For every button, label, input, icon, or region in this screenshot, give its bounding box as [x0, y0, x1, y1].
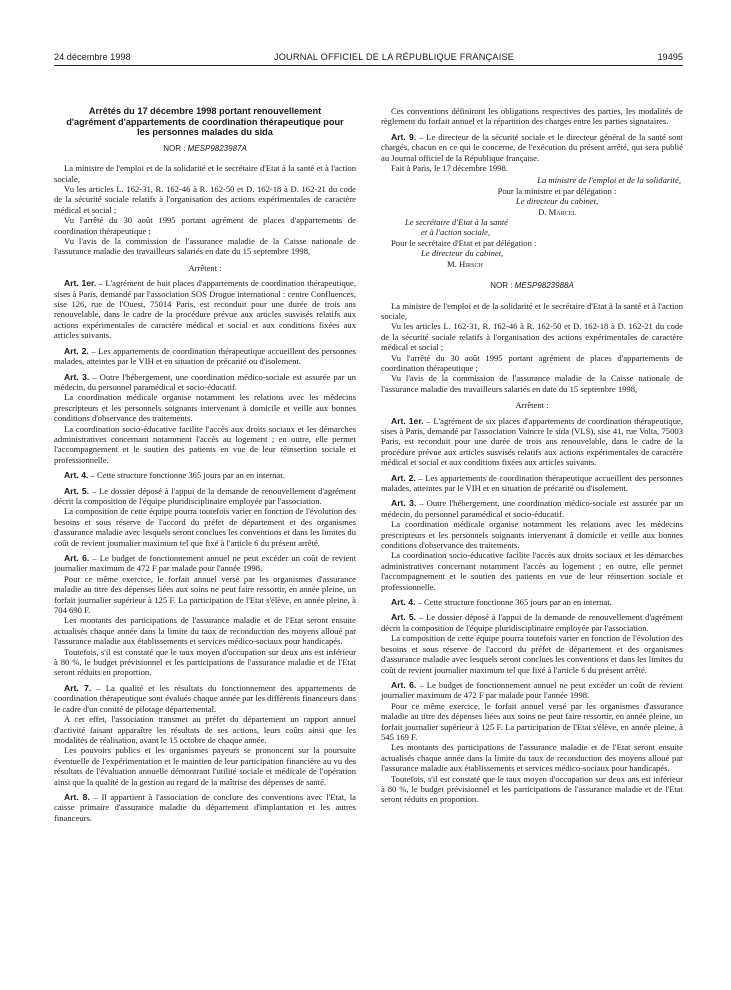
article-text: – Le dossier déposé à l'appui de la demande de renouvellement d'agrément décrit la composition de l'équipe pluridisciplinaire employée par l'association.	[381, 612, 683, 633]
article-continuation	[54, 714, 356, 745]
nor-code: MESP9823988A	[514, 281, 574, 291]
columns	[54, 106, 683, 823]
preamble-paragraph: Vu l'arrêté du 30 août 1995 portant agrément de places d'appartements de coordination thérapeutique ;	[54, 215, 356, 236]
preamble-paragraph: La ministre de l'emploi et de la solidarité et le secrétaire d'Etat à la santé et à l'action sociale,	[381, 300, 683, 321]
signature-block	[381, 175, 683, 269]
article-label: Art. 5.	[391, 612, 417, 623]
article-label: Art. 2.	[391, 472, 416, 483]
signature-directeur-title: Le directeur du cabinet,	[515, 196, 599, 207]
article-paragraph	[381, 680, 683, 701]
article-continuation	[54, 424, 356, 466]
article-text: – Cette structure fonctionne 365 jours par an en internat.	[90, 470, 285, 481]
article-text: – Outre l'hébergement, une coordination médico-sociale est assurée par un médecin, du personnel paramédical et socio-éducatif.	[381, 498, 683, 519]
article-continuation	[381, 106, 683, 127]
header-journal-title: JOURNAL OFFICIEL DE LA RÉPUBLIQUE FRANÇAISE	[273, 52, 515, 62]
article-text: Les montants des participations de l'assurance maladie et de l'Etat seront ensuite actualisés chaque année dans la limite du taux de reconduction des moyens alloué par l'assurance maladie aux établissements et services médico-sociaux pour handicapés.	[381, 742, 683, 774]
article-text: Pour ce même exercice, le forfait annuel versé par les organismes d'assurance maladie au titre des dépenses liées aux soins ne peut faire ressortir, en année pleine, un forfait journalier supérieur à 125 F. La participation de l'Etat s'élève, en année pleine, à 704 690 F.	[54, 573, 356, 616]
article-paragraph	[54, 792, 356, 823]
article-text: A cet effet, l'association transmet au préfet du département un rapport annuel d'activité faisant apparaître les résultats de ses actions, leurs coûts ainsi que les modalités de réalisation, avant le 15 octobre de chaque année.	[54, 714, 356, 745]
left-articles	[54, 278, 356, 823]
preamble-paragraph: Vu l'avis de la commission de l'assurance maladie de la Caisse nationale de l'assurance maladie des travailleurs salariés en date du 15 septembre 1998,	[381, 373, 683, 394]
article-paragraph	[381, 132, 683, 163]
article-text: Les montants des participations de l'assurance maladie et de l'Etat seront ensuite actualisés chaque année dans la limite du taux de reconduction des moyens alloué par l'assurance maladie aux établissements et services médico-sociaux pour handicapés.	[54, 615, 356, 647]
article-text: Ces conventions définiront les obligations respectives des parties, les modalités de règlement du forfait annuel et la répartition des charges entre les parties signataires.	[381, 106, 683, 127]
article-continuation	[381, 701, 683, 743]
header-page-number: 19495	[657, 52, 683, 62]
arretent-heading: Arrêtent :	[515, 400, 549, 411]
preamble-paragraph: Vu l'avis de la commission de l'assurance maladie de la Caisse nationale de l'assurance maladie des travailleurs salariés en date du 15 septembre 1998,	[54, 236, 356, 257]
nor-label: NOR :	[490, 281, 513, 291]
article-label: Art. 3.	[391, 498, 417, 509]
article-label: Art. 6.	[391, 679, 417, 690]
article-text: – Les appartements de coordination thérapeutique accueillent des personnes malades, atteintes par le VIH et en situation de précarité ou d'isolement.	[381, 472, 683, 493]
article-text: Les pouvoirs publics et les organismes payeurs se prononcent sur la poursuite éventuelle de l'expérimentation et le maintien de leur participation financière au vu des résultats de l'évaluation annuelle démontrant l'utilité sociale et médicale de l'opération ainsi que la qualité de la gestion au regard de la maîtrise des dépenses de santé.	[54, 745, 356, 787]
article-text: – L'agrément de six places d'appartements de coordination thérapeutique, sises à Paris, demandé par l'association Vaincre le sida (VLS), sise 41, rue Volta, 75003 Paris, est reconduit pour une durée de trois ans renouvelable, dans le cadre de la procédure prévue aux articles susvisés relatifs aux actions expérimentales de caractère médical et social et aux conditions fixées aux articles suivants.	[381, 415, 683, 468]
article-label: Art. 5.	[64, 485, 90, 496]
nor-reference	[54, 144, 356, 154]
nor-code: MESP9823987A	[187, 143, 247, 153]
signature-secretaire: Le secrétaire d'Etat à la santé	[405, 217, 508, 228]
article-text: – Cette structure fonctionne 365 jours par an en internat.	[417, 597, 612, 608]
article-text: Pour ce même exercice, le forfait annuel versé par les organismes d'assurance maladie au titre des dépenses liées aux soins ne peut faire ressortir, en année pleine, un forfait journalier supérieur à 125 F. La participation de l'Etat s'élève, en année pleine, à 545 169 F.	[381, 700, 683, 742]
article-label: Art. 8.	[64, 791, 90, 802]
article-text: – La qualité et les résultats du fonctionnement des appartements de coordination thérapeutique sont évalués chaque année par les différents financeurs dans le cadre d'un comité de pilotage départemental.	[54, 682, 356, 714]
article-text: – Le dossier déposé à l'appui de la demande de renouvellement d'agrément décrit la composition de l'équipe pluridisciplinaire employée par l'association.	[54, 485, 356, 506]
article-label: Art. 3.	[64, 371, 90, 382]
article-text: La coordination socio-éducative facilite l'accès aux droits sociaux et les démarches administratives concernant notamment l'accès au logement ; en outre, elle permet l'accompagnement et le soutien des patients en vue de leur réinsertion sociale et professionnelle.	[54, 423, 356, 465]
article-text: – Le directeur de la sécurité sociale et le directeur général de la santé sont chargés, chacun en ce qui le concerne, de l'exécution du présent arrêté, qui sera publié au Journal officiel de la République française.	[381, 131, 684, 163]
signature-directeur-name: D. Marcel	[538, 206, 576, 217]
article-paragraph	[54, 278, 356, 340]
preamble-paragraph: Vu les articles L. 162-31, R. 162-46 à R. 162-50 et D. 162-18 à D. 162-21 du code de la sécurité sociale relatifs à l'organisation des actions expérimentales de caractère médical et social ;	[381, 321, 683, 353]
article-paragraph	[54, 486, 356, 507]
article-continuation	[54, 392, 356, 423]
right-intro	[381, 106, 683, 163]
fait-a-paris: Fait à Paris, le 17 décembre 1998.	[391, 163, 508, 174]
article-continuation	[381, 774, 683, 805]
right-column	[381, 106, 683, 823]
right-articles	[381, 416, 683, 805]
article-label: Art. 1er.	[64, 278, 97, 289]
article-text: – Les appartements de coordination thérapeutique accueillent des personnes malades, atteintes par le VIH et en situation de précarité ou d'isolement.	[54, 345, 356, 367]
arretent-heading: Arrêtent :	[188, 262, 222, 273]
signature-delegation-2: Pour le secrétaire d'Etat et par délégation :	[391, 237, 537, 248]
article-label: Art. 9.	[391, 131, 417, 142]
article-text: La composition de cette équipe pourra toutefois varier en fonction de l'évolution des besoins et sous réserve de l'accord du préfet de département et des organismes d'assurance maladie avec lesquels seront conclues les conventions et dans les limites du coût de revient journalier maximum tel que fixé à l'article 6 du présent arrêté.	[54, 506, 356, 548]
article-text: – Outre l'hébergement, une coordination médico-sociale est assurée par un médecin, du personnel paramédical et socio-éducatif.	[54, 371, 356, 392]
article-paragraph	[381, 416, 683, 468]
signature-ministre: La ministre de l'emploi et de la solidarité,	[537, 175, 681, 186]
article-paragraph	[54, 683, 356, 714]
article-continuation	[54, 615, 356, 646]
article-text: Toutefois, s'il est constaté que le taux moyen d'occupation sur deux ans est inférieur à 80 %, le budget prévisionnel et les participations de l'assurance maladie et de l'Etat seront réduits en proportion.	[381, 773, 683, 805]
article-text: La coordination socio-éducative facilite l'accès aux droits sociaux et les démarches administratives concernant notamment l'accès au logement ; en outre, elle permet l'accompagnement et le soutien des patients en vue de leur réinsertion sociale et professionnelle.	[381, 550, 683, 592]
left-column	[54, 106, 356, 823]
article-label: Art. 4.	[391, 597, 416, 608]
nor-label: NOR :	[163, 143, 186, 153]
article-paragraph	[381, 612, 683, 633]
preamble-paragraph: La ministre de l'emploi et de la solidarité et le secrétaire d'Etat à la santé et à l'action sociale,	[54, 163, 356, 184]
article-text: – Le budget de fonctionnement annuel ne peut excéder un coût de revient journalier maximum de 472 F par malade pour l'année 1998.	[54, 553, 356, 574]
article-label: Art. 2.	[64, 345, 89, 356]
nor-reference-2	[381, 281, 683, 291]
signature-directeur-title-2: Le directeur du cabinet,	[421, 248, 504, 259]
article-continuation	[381, 633, 683, 675]
article-text: La coordination médicale organise notamment les relations avec les médecins prescripteurs et les personnels soignants intervenant à domicile et veille aux bonnes conditions d'observance des traitements.	[381, 519, 683, 551]
signature-delegation: Pour la ministre et par délégation :	[497, 185, 617, 196]
article-continuation	[381, 742, 683, 773]
article-paragraph	[381, 473, 683, 494]
article-continuation	[381, 550, 683, 592]
preamble-paragraph: Vu l'arrêté du 30 août 1995 portant agrément de places d'appartements de coordination thérapeutique ;	[381, 352, 683, 373]
article-continuation	[54, 647, 356, 678]
signature-secretaire-2: et à l'action sociale,	[421, 227, 491, 238]
article-label: Art. 7.	[64, 682, 92, 693]
article-continuation	[54, 574, 356, 616]
preamble-paragraph: Vu les articles L. 162-31, R. 162-46 à R. 162-50 et D. 162-18 à D. 162-21 du code de la sécurité sociale relatifs à l'organisation des actions expérimentales de caractère médical et social ;	[54, 184, 356, 215]
article-text: – Il appartient à l'association de conclure des conventions avec l'Etat, la caisse primaire d'assurance maladie du département d'implantation et les autres financeurs.	[54, 791, 356, 823]
article-text: – L'agrément de huit places d'appartements de coordination thérapeutique, sises à Paris, demandé par l'association SOS Drogue international : centre Confluences, sise 126, rue de l'Ouest, 75014 Paris, est reconduit pour une durée de trois ans renouvelable, dans le cadre de la procédure prévue aux articles susvisés relatifs aux actions expérimentales de caractère médical et social et aux conditions fixées aux articles suivants.	[54, 278, 356, 341]
article-continuation	[54, 745, 356, 787]
article-label: Art. 6.	[64, 553, 90, 563]
article-label: Art. 4.	[64, 470, 89, 481]
header-date: 24 décembre 1998	[54, 52, 131, 62]
page-header	[54, 14, 683, 66]
article-paragraph	[381, 597, 683, 607]
article-continuation	[381, 519, 683, 550]
article-continuation	[54, 506, 356, 548]
article-paragraph	[54, 372, 356, 393]
article-label: Art. 1er.	[391, 415, 424, 426]
article-paragraph	[54, 553, 356, 574]
article-text: – Le budget de fonctionnement annuel ne peut excéder un coût de revient journalier maximum de 472 F par malade pour l'année 1998.	[381, 679, 683, 701]
article-text: La coordination médicale organise notamment les relations avec les médecins prescripteurs et les personnels soignants intervenant à domicile et veille aux bonnes conditions d'observance des traitements.	[54, 392, 356, 424]
article-text: Toutefois, s'il est constaté que le taux moyen d'occupation sur deux ans est inférieur à 80 %, le budget prévisionnel et les participations de l'assurance maladie et de l'Etat seront réduits en proportion.	[54, 646, 356, 678]
signature-directeur-name-2: M. Hirsch	[447, 258, 483, 269]
article-text: La composition de cette équipe pourra toutefois varier en fonction de l'évolution des besoins et sous réserve de l'accord du préfet de département et des organismes d'assurance maladie avec lesquels seront conclues les conventions et dans les limites du coût de revient journalier maximum tel que fixé à l'article 6 du présent arrêté.	[381, 633, 683, 675]
decree-title: Arrêtés du 17 décembre 1998 portant renouvellement d'agrément d'appartements de coordination thérapeutique pour les personnes malades du sida	[66, 106, 344, 138]
article-paragraph	[381, 498, 683, 519]
article-paragraph	[54, 346, 356, 367]
article-paragraph	[54, 470, 356, 480]
